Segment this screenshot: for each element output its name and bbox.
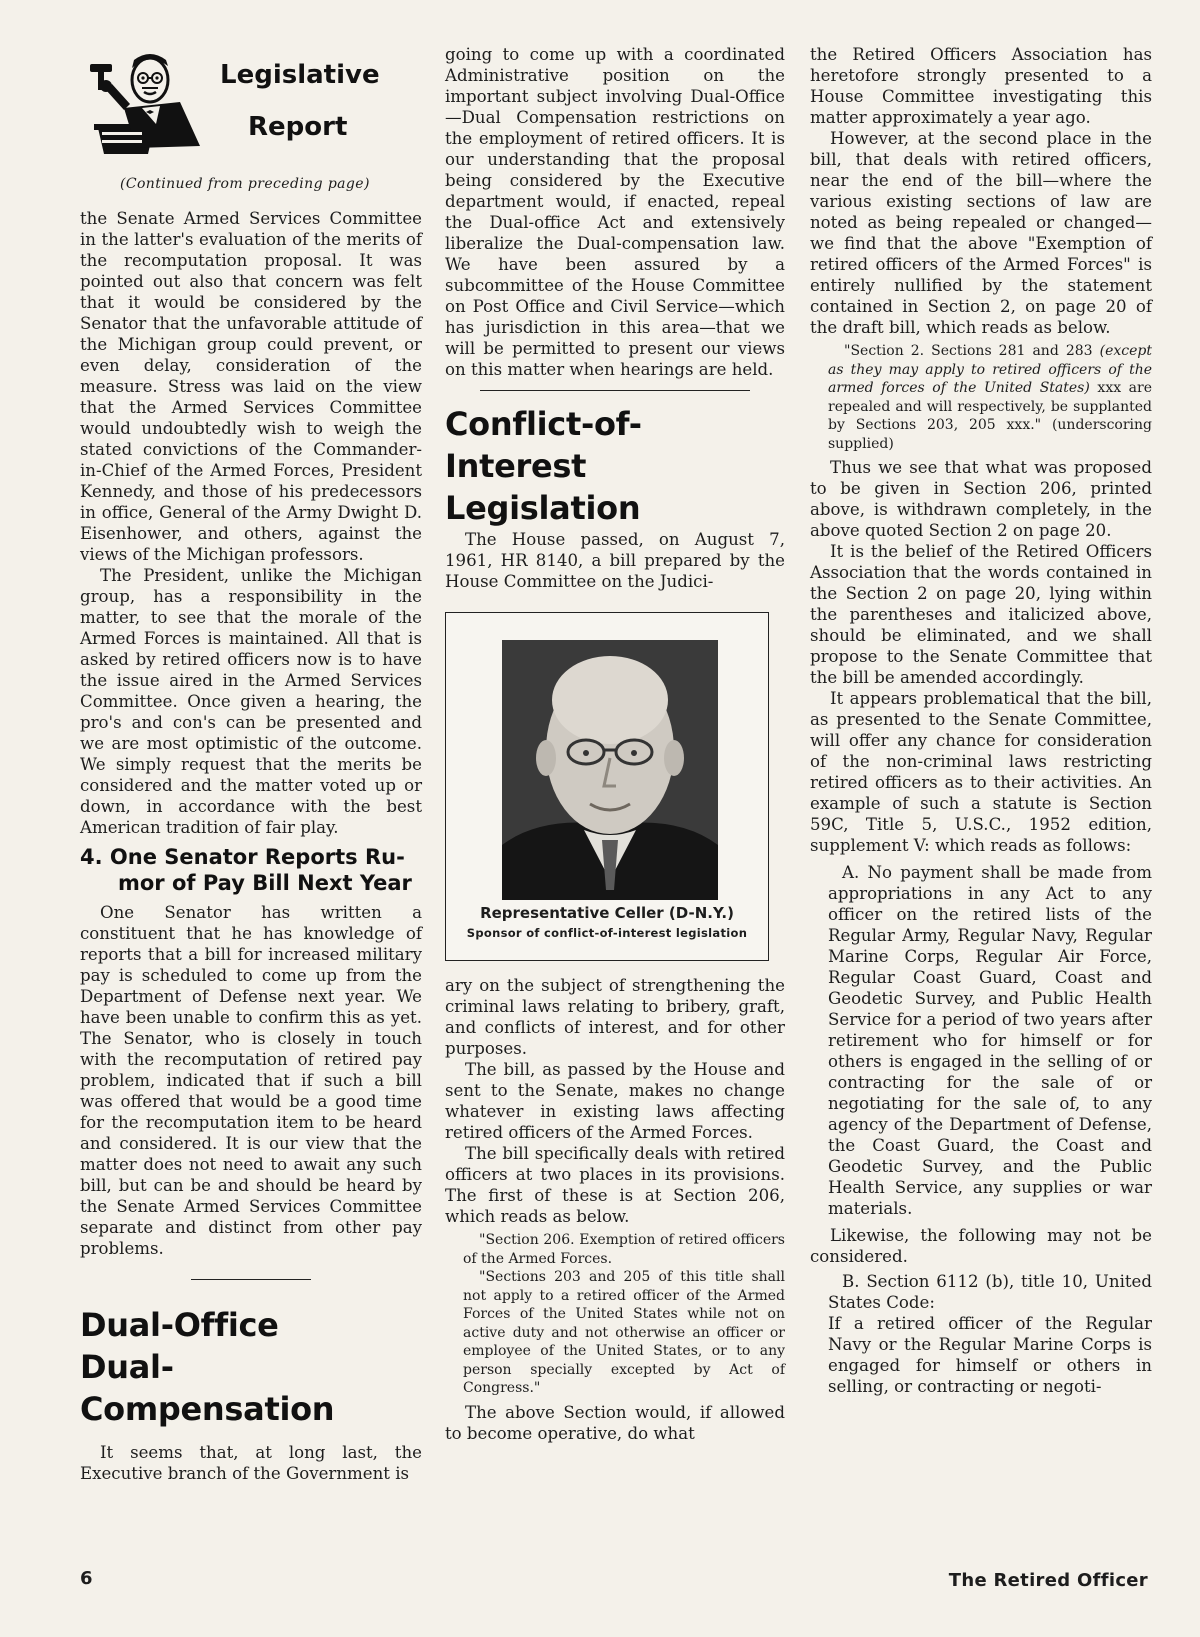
- paragraph: The above Section would, if allowed to become operative, do what: [445, 1402, 785, 1443]
- quote-part: "Section 2. Sections 281 and 283: [844, 343, 1093, 359]
- headline-dual-office: [80, 1304, 422, 1430]
- subheading-line: mor of Pay Bill Next Year: [118, 871, 412, 895]
- subheading-line: 4. One Senator Reports Ru-: [80, 845, 405, 869]
- paragraph: Likewise, the following may not be considered.: [810, 1226, 1152, 1266]
- paragraph: the Senate Armed Services Committee in the latter's evaluation of the merits of the recomputation proposal. It was pointed out also that concern was felt that it would be considered by the Senator that the unfavorable attitude of the Michigan group could prevent, or even delay, consideration of the measure. Stress was laid on the view that the Armed Services Committee would undoubtedly wish to weigh the stated convictions of the Commander-in-Chief of the Armed Forces, President Kennedy, and those of his predecessors in office, General of the Army Dwight D. Eisenhower, and others, against the views of the Michigan professors.: [80, 209, 422, 564]
- column-3: [810, 44, 1152, 1397]
- publication-title: The Retired Officer: [948, 1570, 1148, 1591]
- statute-text: A. No payment shall be made from appropriations in any Act to any officer on the retired lists of the Regular Army, Regular Navy, Regular Marine Corps, Regular Air Force, Regular Coast Guard, Coast and Geodetic Survey, and Public Health Service for a period of two years after retirement who for himself or for others is engaged in the selling of or contracting for the sale of or negotiating for the sale of, to any agency of the Department of Defense, the Coast Guard, the Coast and Geodetic Survey, and the Public Health Service, any supplies or war materials.: [828, 863, 1152, 1218]
- headline-line: Interest: [445, 447, 587, 485]
- paragraph: going to come up with a coordinated Administrative position on the important subject involving Dual-Office—Dual Compensation restrictions on the employment of retired officers. It is our understanding that the proposal being considered by the Executive department would, if enacted, repeal the Dual-office Act and extensively liberalize the Dual-compensation law. We have been assured by a subcommittee of the House Committee on Post Office and Civil Service—which has jurisdiction in this area—that we will be permitted to present our views on this matter when hearings are held.: [445, 45, 785, 379]
- portrait-illustration: [502, 640, 718, 900]
- column-2: [445, 44, 785, 1444]
- portrait-photo: [502, 640, 718, 900]
- quote-section-2: [810, 342, 1152, 453]
- headline-line: Dual-Office: [80, 1306, 279, 1344]
- photo-caption-subtitle: Sponsor of conflict-of-interest legislation: [466, 926, 748, 940]
- continued-note: (Continued from preceding page): [120, 176, 370, 192]
- senator-mascot-icon: [84, 50, 204, 160]
- header-word-report: Report: [248, 112, 348, 142]
- quote-line: "Sections 203 and 205 of this title shall not apply to a retired officer of the Armed Forces of the United States while not on active duty and not otherwise an officer or employee of the United States, or to any person specially excepted by Act of Congress.": [463, 1269, 785, 1396]
- quote-part: xxx are repealed and will respectively, be supplanted by Sections 203, 205 xxx." (underscoring supplied): [828, 380, 1152, 452]
- column-1: [80, 44, 422, 1484]
- paragraph: The bill, as passed by the House and sent to the Senate, makes no change whatever in existing laws affecting retired officers of the Armed Forces.: [445, 1060, 785, 1142]
- paragraph: The bill specifically deals with retired officers at two places in its provisions. The first of these is at Section 206, which reads as below.: [445, 1144, 785, 1226]
- statute-text: If a retired officer of the Regular Navy or the Regular Marine Corps is engaged for himself or others in selling, or contracting or negoti-: [828, 1314, 1152, 1396]
- photo-box: [445, 612, 769, 961]
- paragraph: Thus we see that what was proposed to be given in Section 206, printed above, is withdrawn completely, in the above quoted Section 2 on page 20.: [810, 458, 1152, 540]
- paragraph: It appears problematical that the bill, as presented to the Senate Committee, will offer any chance for consideration of the non-criminal laws restricting retired officers as to their activities. An example of such a statute is Section 59C, Title 5, U.S.C., 1952 edition, supplement V: which reads as follows:: [810, 689, 1152, 855]
- headline-line: Dual-Compensation: [80, 1348, 335, 1428]
- header-word-legislative: Legislative: [220, 60, 380, 90]
- paragraph: The President, unlike the Michigan group, has a responsibility in the matter, to see that the morale of the Armed Forces is maintained. All that is asked by retired officers now is to have the issue aired in the Armed Services Committee. Once given a hearing, the pro's and con's can be presented and we are most optimistic of the outcome. We simply request that the merits be considered and the matter voted up or down, in accordance with the best American tradition of fair play.: [80, 566, 422, 837]
- statute-block-a: [810, 862, 1152, 1219]
- quote-body: [828, 342, 1152, 453]
- quote-italic-part: (except as they may apply to retired officers of the armed forces of the United States): [828, 343, 1152, 396]
- quote-line: "Section 206. Exemption of retired officers of the Armed Forces.: [463, 1232, 785, 1267]
- paragraph: ary on the subject of strengthening the criminal laws relating to bribery, graft, and conflicts of interest, and for other purposes.: [445, 976, 785, 1058]
- statute-block-b: [810, 1271, 1152, 1397]
- paragraph: The House passed, on August 7, 1961, HR 8140, a bill prepared by the House Committee on the Judici-: [445, 530, 785, 591]
- subheading-pay-bill: [80, 844, 422, 896]
- legislative-report-header: [80, 44, 422, 192]
- headline-line: Conflict-of-: [445, 405, 642, 443]
- quote-section-206: [445, 1231, 785, 1398]
- paragraph: the Retired Officers Association has heretofore strongly presented to a House Committee investigating this matter approximately a year ago.: [810, 45, 1152, 127]
- page-number: 6: [80, 1568, 93, 1589]
- statute-text: B. Section 6112 (b), title 10, United States Code:: [828, 1272, 1152, 1312]
- headline-line: Legislation: [445, 489, 641, 527]
- paragraph: One Senator has written a constituent that he has knowledge of reports that a bill for increased military pay is scheduled to come up from the Department of Defense next year. We have been unable to confirm this as yet. The Senator, who is closely in touch with the recomputation of retired pay problem, indicated that if such a bill was offered that would be a good time for the recomputation item to be heard and considered. It is our view that the matter does not need to await any such bill, but can be and should be heard by the Senate Armed Services Committee separate and distinct from other pay problems.: [80, 903, 422, 1258]
- photo-caption-title: Representative Celler (D-N.Y.): [480, 904, 734, 922]
- headline-conflict-of-interest: [445, 403, 785, 529]
- paragraph: It is the belief of the Retired Officers Association that the words contained in the Section 2 on page 20, lying within the parentheses and italicized above, should be eliminated, and we shall propose to the Senate Committee that the bill be amended accordingly.: [810, 542, 1152, 687]
- paragraph: However, at the second place in the bill, that deals with retired officers, near the end of the bill—where the various existing sections of law are noted as being repealed or changed—we find that the above "Exemption of retired officers of the Armed Forces" is entirely nullified by the statement contained in Section 2, on page 20 of the draft bill, which reads as below.: [810, 129, 1152, 337]
- paragraph: It seems that, at long last, the Executive branch of the Government is: [80, 1443, 422, 1483]
